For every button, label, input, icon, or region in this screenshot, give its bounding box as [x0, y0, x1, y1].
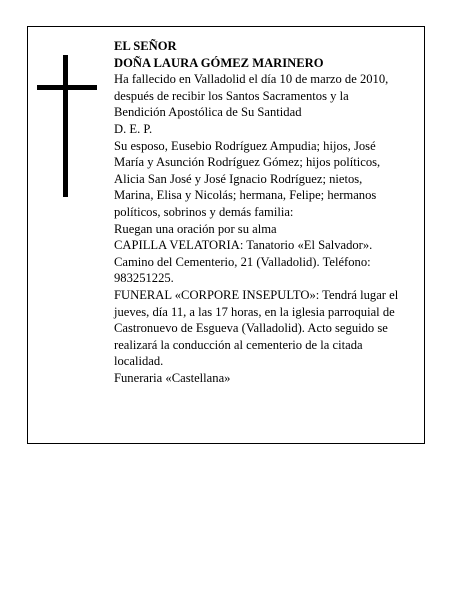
funeral-line: localidad. — [114, 354, 164, 369]
chapel-line: 983251225. — [114, 271, 174, 286]
chapel-line: CAPILLA VELATORIA: Tanatorio «El Salvador». — [114, 238, 373, 253]
funeral-line: Castronuevo de Esgueva (Valladolid). Acto seguido se — [114, 321, 388, 336]
notice-title-deceased-name: DOÑA LAURA GÓMEZ MARINERO — [114, 55, 324, 70]
death-statement-line: Ha fallecido en Valladolid el día 10 de marzo de 2010, — [114, 72, 389, 87]
family-line: Marina, Elisa y Nicolás; hermana, Felipe; hermanos — [114, 188, 377, 203]
funeral-line: realizará la conducción al cementerio de la citada — [114, 337, 363, 352]
rest-in-peace: D. E. P. — [114, 121, 153, 136]
prayer-request: Ruegan una oración por su alma — [114, 221, 277, 236]
chapel-line: Camino del Cementerio, 21 (Valladolid). Teléfono: — [114, 254, 371, 269]
family-line: María y Asunción Rodríguez Gómez; hijos políticos, — [114, 155, 381, 170]
family-line: Alicia San José y José Ignacio Rodríguez; nietos, — [114, 171, 363, 186]
funeral-home: Funeraria «Castellana» — [114, 370, 231, 385]
death-statement-line: después de recibir los Santos Sacramentos y la — [114, 88, 349, 103]
obituary-text — [114, 38, 428, 386]
funeral-line: FUNERAL «CORPORE INSEPULTO»: Tendrá lugar el — [114, 287, 399, 302]
cross-vertical-bar — [63, 55, 68, 197]
cross-icon — [37, 55, 97, 197]
death-statement-line: Bendición Apostólica de Su Santidad — [114, 105, 302, 120]
cross-horizontal-bar — [37, 85, 97, 90]
family-line: Su esposo, Eusebio Rodríguez Ampudia; hijos, José — [114, 138, 376, 153]
notice-title-line-1: EL SEÑOR — [114, 39, 177, 53]
family-line: políticos, sobrinos y demás familia: — [114, 204, 294, 219]
funeral-line: jueves, día 11, a las 17 horas, en la iglesia parroquial de — [114, 304, 395, 319]
